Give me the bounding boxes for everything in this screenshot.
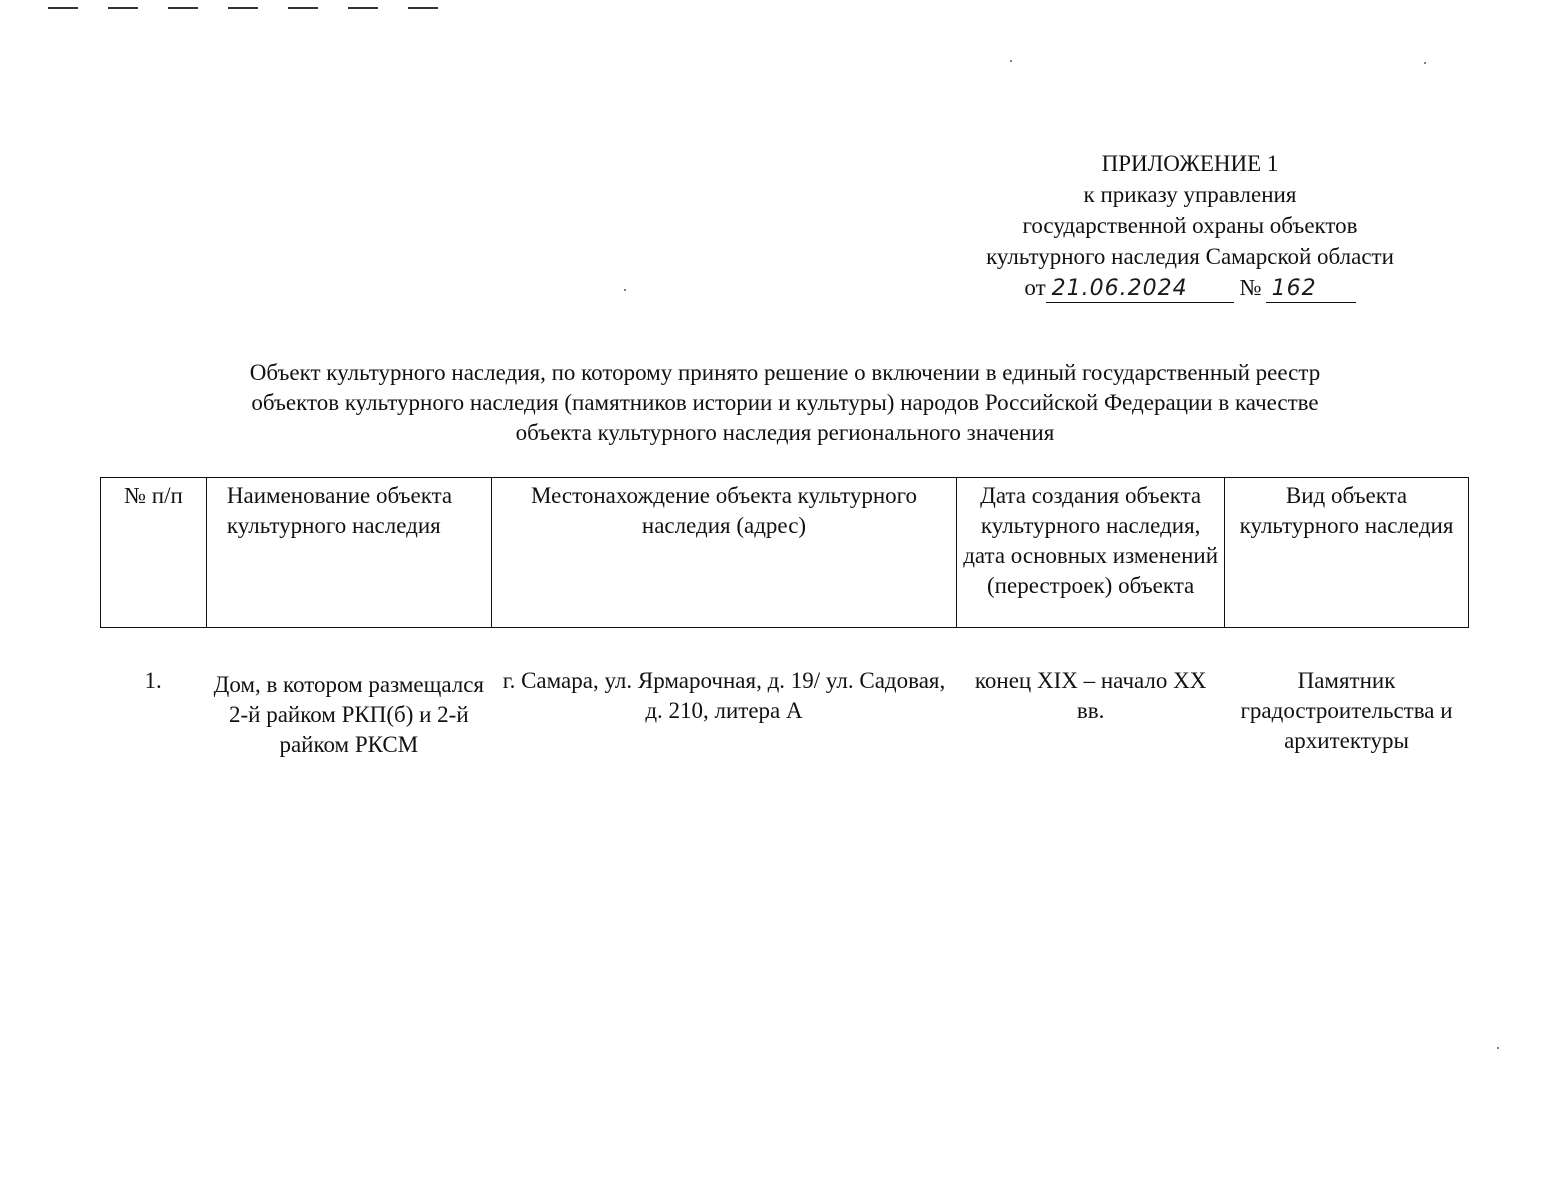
cell-number: 1. — [144, 668, 162, 693]
table-row — [101, 628, 1469, 761]
number-sign: № — [1239, 275, 1262, 300]
header-number: № п/п — [101, 478, 207, 628]
scan-speck — [1010, 60, 1012, 62]
appendix-date-line — [900, 272, 1480, 303]
handwritten-date: 21.06.2024 — [1046, 276, 1234, 303]
cell-type: Памятник градостроительства и архитектуры — [1240, 668, 1453, 753]
scan-edge-marks — [0, 0, 460, 14]
header-date: Дата создания объекта культурного наследия, дата основных изменений (перестроек) объекта — [957, 478, 1225, 628]
document-title-line: Объект культурного наследия, по которому принято решение о включении в единый государственный реестр — [249, 360, 1321, 385]
header-name: Наименование объекта культурного наследия — [206, 478, 491, 628]
document-title-line: объекта культурного наследия регионального значения — [515, 420, 1055, 445]
heritage-table — [100, 477, 1469, 760]
cell-date: конец XIX – начало XX вв. — [974, 668, 1207, 723]
scan-speck — [1424, 62, 1426, 64]
scan-speck — [1497, 1047, 1499, 1049]
document-title-line: объектов культурного наследия (памятников истории и культуры) народов Российской Федерации в качестве — [251, 390, 1319, 415]
date-prefix: от — [1024, 275, 1046, 300]
header-type: Вид объекта культурного наследия — [1225, 478, 1469, 628]
table-header — [101, 478, 1469, 628]
appendix-line: культурного наследия Самарской области — [986, 244, 1394, 269]
header-address: Местонахождение объекта культурного наследия (адрес) — [491, 478, 957, 628]
appendix-header — [900, 148, 1480, 303]
document-title — [100, 358, 1470, 448]
appendix-line: к приказу управления — [1083, 182, 1297, 207]
appendix-title: ПРИЛОЖЕНИЕ 1 — [1101, 151, 1279, 176]
appendix-line: государственной охраны объектов — [1022, 213, 1358, 238]
handwritten-number: 162 — [1266, 276, 1356, 303]
cell-address: г. Самара, ул. Ярмарочная, д. 19/ ул. Садовая, д. 210, литера А — [502, 668, 946, 723]
table-header-row — [101, 478, 1469, 628]
scan-speck — [624, 289, 626, 291]
cell-name: Дом, в котором размещался 2-й райком РКП(б) и 2-й райком РКСМ — [213, 672, 484, 757]
